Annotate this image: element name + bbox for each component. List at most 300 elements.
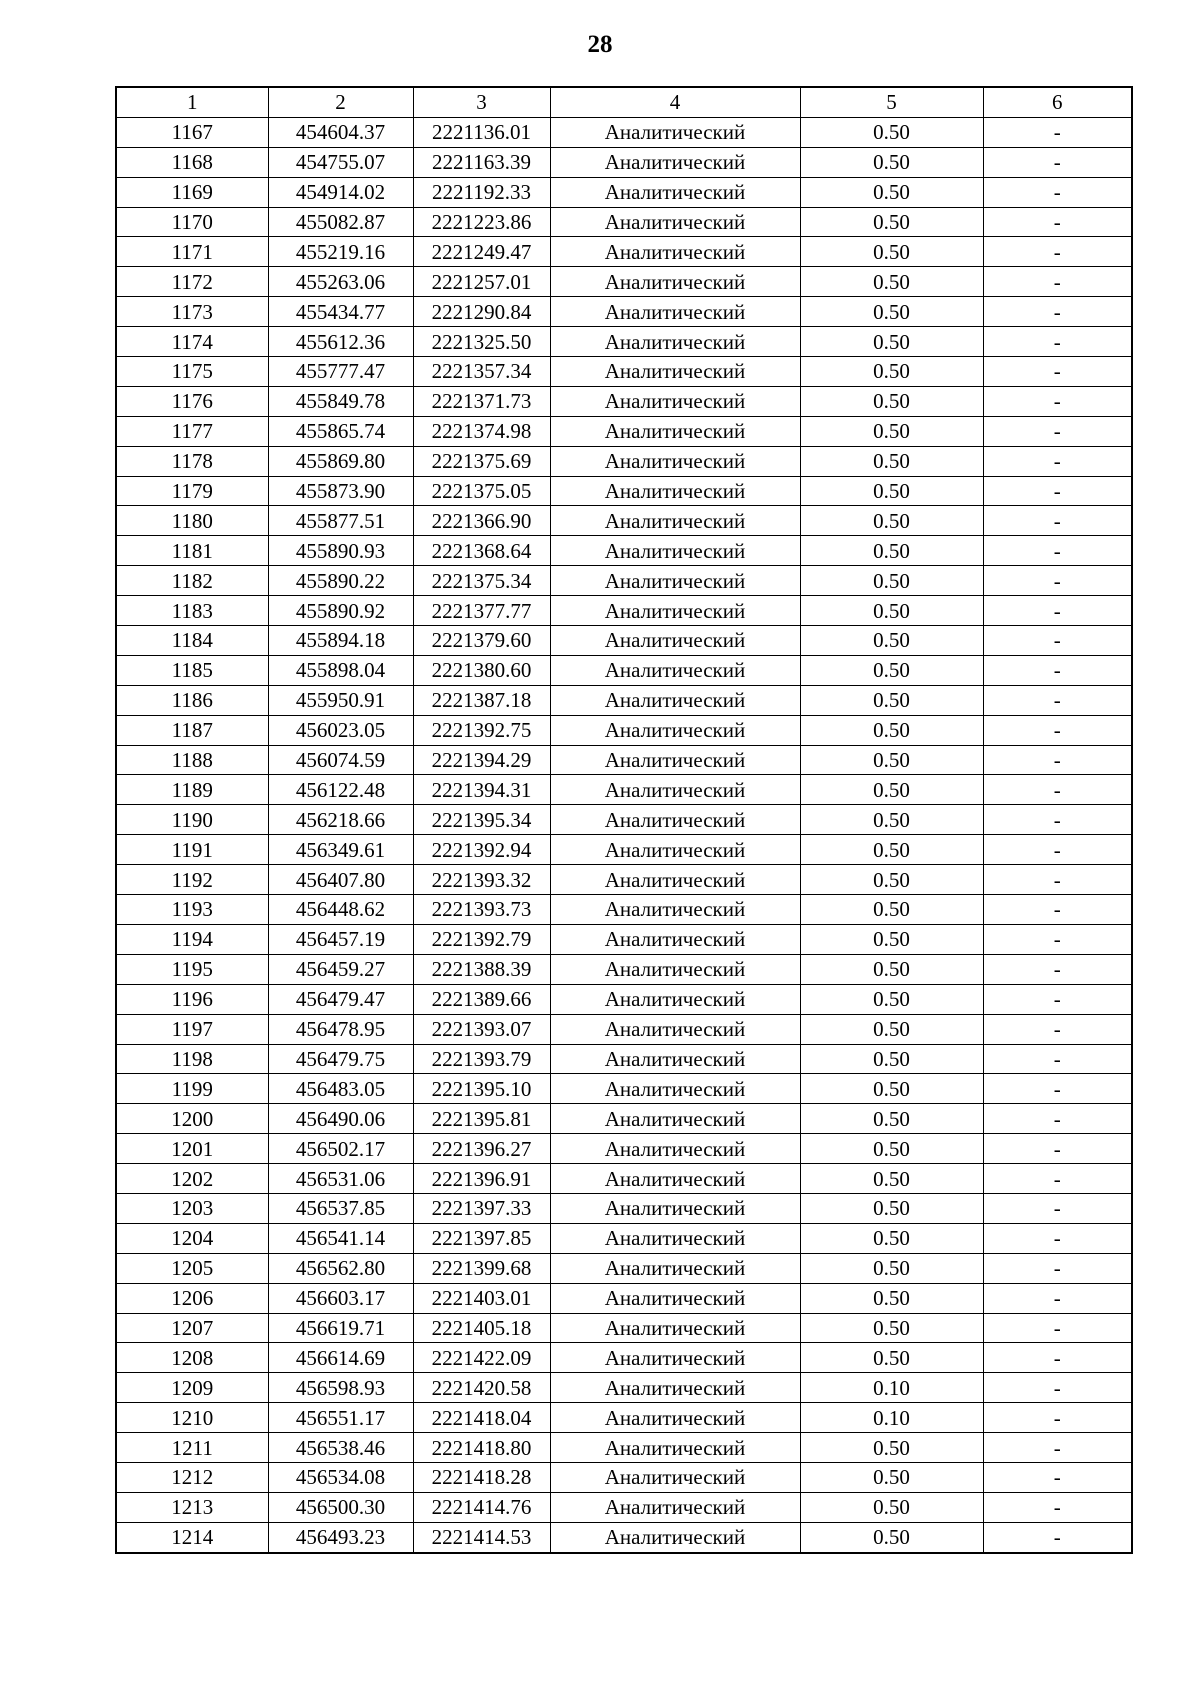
method-cell: Аналитический	[550, 835, 800, 865]
point-number-cell: 1186	[116, 685, 268, 715]
table-row	[116, 357, 1132, 387]
point-number-cell: 1171	[116, 237, 268, 267]
x-coordinate-cell: 454914.02	[268, 177, 413, 207]
point-number-cell: 1178	[116, 446, 268, 476]
table-row	[116, 685, 1132, 715]
table-body	[116, 87, 1132, 1553]
x-coordinate-cell: 456551.17	[268, 1403, 413, 1433]
method-cell: Аналитический	[550, 895, 800, 925]
note-cell: -	[983, 626, 1132, 656]
method-cell: Аналитический	[550, 1462, 800, 1492]
y-coordinate-cell: 2221223.86	[413, 207, 550, 237]
error-cell: 0.50	[800, 835, 983, 865]
point-number-cell: 1172	[116, 267, 268, 297]
coordinates-table	[115, 86, 1133, 1554]
x-coordinate-cell: 456614.69	[268, 1343, 413, 1373]
note-cell: -	[983, 1373, 1132, 1403]
note-cell: -	[983, 865, 1132, 895]
error-cell: 0.50	[800, 476, 983, 506]
table-row	[116, 984, 1132, 1014]
y-coordinate-cell: 2221393.32	[413, 865, 550, 895]
note-cell: -	[983, 805, 1132, 835]
error-cell: 0.50	[800, 1074, 983, 1104]
note-cell: -	[983, 117, 1132, 147]
note-cell: -	[983, 954, 1132, 984]
y-coordinate-cell: 2221357.34	[413, 357, 550, 387]
error-cell: 0.50	[800, 357, 983, 387]
error-cell: 0.50	[800, 117, 983, 147]
x-coordinate-cell: 454755.07	[268, 147, 413, 177]
error-cell: 0.50	[800, 1134, 983, 1164]
y-coordinate-cell: 2221414.53	[413, 1522, 550, 1552]
error-cell: 0.50	[800, 566, 983, 596]
y-coordinate-cell: 2221418.28	[413, 1462, 550, 1492]
error-cell: 0.50	[800, 1283, 983, 1313]
point-number-cell: 1208	[116, 1343, 268, 1373]
y-coordinate-cell: 2221418.80	[413, 1433, 550, 1463]
method-cell: Аналитический	[550, 566, 800, 596]
method-cell: Аналитический	[550, 596, 800, 626]
note-cell: -	[983, 1044, 1132, 1074]
table-row	[116, 1223, 1132, 1253]
note-cell: -	[983, 775, 1132, 805]
y-coordinate-cell: 2221393.79	[413, 1044, 550, 1074]
method-cell: Аналитический	[550, 1313, 800, 1343]
table-row	[116, 117, 1132, 147]
y-coordinate-cell: 2221257.01	[413, 267, 550, 297]
point-number-cell: 1212	[116, 1462, 268, 1492]
error-cell: 0.50	[800, 267, 983, 297]
table-row	[116, 895, 1132, 925]
table-row	[116, 506, 1132, 536]
note-cell: -	[983, 566, 1132, 596]
y-coordinate-cell: 2221136.01	[413, 117, 550, 147]
point-number-cell: 1204	[116, 1223, 268, 1253]
table-row	[116, 1462, 1132, 1492]
x-coordinate-cell: 456023.05	[268, 715, 413, 745]
table-row	[116, 745, 1132, 775]
note-cell: -	[983, 1014, 1132, 1044]
x-coordinate-cell: 456479.75	[268, 1044, 413, 1074]
note-cell: -	[983, 924, 1132, 954]
x-coordinate-cell: 456448.62	[268, 895, 413, 925]
point-number-cell: 1169	[116, 177, 268, 207]
table-row	[116, 267, 1132, 297]
point-number-cell: 1196	[116, 984, 268, 1014]
table-row	[116, 1074, 1132, 1104]
x-coordinate-cell: 456500.30	[268, 1492, 413, 1522]
error-cell: 0.50	[800, 805, 983, 835]
table-row	[116, 954, 1132, 984]
x-coordinate-cell: 456619.71	[268, 1313, 413, 1343]
table-row	[116, 1313, 1132, 1343]
table-row	[116, 1014, 1132, 1044]
error-cell: 0.50	[800, 177, 983, 207]
error-cell: 0.50	[800, 1104, 983, 1134]
y-coordinate-cell: 2221395.34	[413, 805, 550, 835]
note-cell: -	[983, 416, 1132, 446]
column-header: 5	[800, 87, 983, 117]
error-cell: 0.50	[800, 626, 983, 656]
y-coordinate-cell: 2221368.64	[413, 536, 550, 566]
point-number-cell: 1205	[116, 1253, 268, 1283]
note-cell: -	[983, 745, 1132, 775]
error-cell: 0.50	[800, 1193, 983, 1223]
y-coordinate-cell: 2221394.29	[413, 745, 550, 775]
y-coordinate-cell: 2221405.18	[413, 1313, 550, 1343]
table-row	[116, 1283, 1132, 1313]
x-coordinate-cell: 455869.80	[268, 446, 413, 476]
column-header: 4	[550, 87, 800, 117]
table-row	[116, 566, 1132, 596]
point-number-cell: 1174	[116, 327, 268, 357]
point-number-cell: 1183	[116, 596, 268, 626]
error-cell: 0.50	[800, 715, 983, 745]
y-coordinate-cell: 2221392.75	[413, 715, 550, 745]
error-cell: 0.50	[800, 207, 983, 237]
table-row	[116, 446, 1132, 476]
note-cell: -	[983, 1462, 1132, 1492]
error-cell: 0.50	[800, 1462, 983, 1492]
point-number-cell: 1167	[116, 117, 268, 147]
point-number-cell: 1199	[116, 1074, 268, 1104]
error-cell: 0.50	[800, 865, 983, 895]
y-coordinate-cell: 2221380.60	[413, 655, 550, 685]
y-coordinate-cell: 2221394.31	[413, 775, 550, 805]
method-cell: Аналитический	[550, 1433, 800, 1463]
point-number-cell: 1177	[116, 416, 268, 446]
y-coordinate-cell: 2221192.33	[413, 177, 550, 207]
note-cell: -	[983, 1313, 1132, 1343]
point-number-cell: 1197	[116, 1014, 268, 1044]
y-coordinate-cell: 2221366.90	[413, 506, 550, 536]
table-row	[116, 386, 1132, 416]
column-header: 3	[413, 87, 550, 117]
y-coordinate-cell: 2221387.18	[413, 685, 550, 715]
method-cell: Аналитический	[550, 805, 800, 835]
table-row	[116, 715, 1132, 745]
x-coordinate-cell: 456541.14	[268, 1223, 413, 1253]
method-cell: Аналитический	[550, 685, 800, 715]
x-coordinate-cell: 455890.92	[268, 596, 413, 626]
x-coordinate-cell: 456459.27	[268, 954, 413, 984]
y-coordinate-cell: 2221375.69	[413, 446, 550, 476]
method-cell: Аналитический	[550, 1492, 800, 1522]
point-number-cell: 1188	[116, 745, 268, 775]
y-coordinate-cell: 2221249.47	[413, 237, 550, 267]
point-number-cell: 1198	[116, 1044, 268, 1074]
note-cell: -	[983, 715, 1132, 745]
y-coordinate-cell: 2221397.33	[413, 1193, 550, 1223]
table-row	[116, 775, 1132, 805]
table-row	[116, 1522, 1132, 1552]
method-cell: Аналитический	[550, 655, 800, 685]
table-row	[116, 147, 1132, 177]
error-cell: 0.10	[800, 1403, 983, 1433]
table-row	[116, 835, 1132, 865]
x-coordinate-cell: 455898.04	[268, 655, 413, 685]
method-cell: Аналитический	[550, 506, 800, 536]
method-cell: Аналитический	[550, 207, 800, 237]
method-cell: Аналитический	[550, 1074, 800, 1104]
method-cell: Аналитический	[550, 745, 800, 775]
y-coordinate-cell: 2221396.27	[413, 1134, 550, 1164]
page-number: 28	[587, 31, 613, 58]
note-cell: -	[983, 1253, 1132, 1283]
note-cell: -	[983, 297, 1132, 327]
method-cell: Аналитический	[550, 984, 800, 1014]
table-row	[116, 1253, 1132, 1283]
table-row	[116, 865, 1132, 895]
y-coordinate-cell: 2221371.73	[413, 386, 550, 416]
x-coordinate-cell: 456218.66	[268, 805, 413, 835]
y-coordinate-cell: 2221375.05	[413, 476, 550, 506]
x-coordinate-cell: 456478.95	[268, 1014, 413, 1044]
table-row	[116, 327, 1132, 357]
y-coordinate-cell: 2221290.84	[413, 297, 550, 327]
error-cell: 0.50	[800, 1253, 983, 1283]
error-cell: 0.50	[800, 386, 983, 416]
y-coordinate-cell: 2221420.58	[413, 1373, 550, 1403]
y-coordinate-cell: 2221388.39	[413, 954, 550, 984]
error-cell: 0.50	[800, 1164, 983, 1194]
method-cell: Аналитический	[550, 297, 800, 327]
method-cell: Аналитический	[550, 386, 800, 416]
y-coordinate-cell: 2221395.10	[413, 1074, 550, 1104]
y-coordinate-cell: 2221418.04	[413, 1403, 550, 1433]
x-coordinate-cell: 455950.91	[268, 685, 413, 715]
y-coordinate-cell: 2221422.09	[413, 1343, 550, 1373]
point-number-cell: 1182	[116, 566, 268, 596]
x-coordinate-cell: 455890.22	[268, 566, 413, 596]
y-coordinate-cell: 2221325.50	[413, 327, 550, 357]
x-coordinate-cell: 456122.48	[268, 775, 413, 805]
point-number-cell: 1209	[116, 1373, 268, 1403]
error-cell: 0.50	[800, 1522, 983, 1552]
header-row	[116, 87, 1132, 117]
error-cell: 0.50	[800, 506, 983, 536]
method-cell: Аналитический	[550, 775, 800, 805]
y-coordinate-cell: 2221414.76	[413, 1492, 550, 1522]
x-coordinate-cell: 456349.61	[268, 835, 413, 865]
y-coordinate-cell: 2221375.34	[413, 566, 550, 596]
note-cell: -	[983, 1492, 1132, 1522]
x-coordinate-cell: 455877.51	[268, 506, 413, 536]
method-cell: Аналитический	[550, 1164, 800, 1194]
method-cell: Аналитический	[550, 117, 800, 147]
point-number-cell: 1175	[116, 357, 268, 387]
note-cell: -	[983, 177, 1132, 207]
method-cell: Аналитический	[550, 267, 800, 297]
table-row	[116, 1104, 1132, 1134]
y-coordinate-cell: 2221393.73	[413, 895, 550, 925]
note-cell: -	[983, 1283, 1132, 1313]
error-cell: 0.50	[800, 1044, 983, 1074]
method-cell: Аналитический	[550, 1403, 800, 1433]
method-cell: Аналитический	[550, 357, 800, 387]
x-coordinate-cell: 455894.18	[268, 626, 413, 656]
note-cell: -	[983, 1104, 1132, 1134]
note-cell: -	[983, 207, 1132, 237]
point-number-cell: 1206	[116, 1283, 268, 1313]
x-coordinate-cell: 455082.87	[268, 207, 413, 237]
y-coordinate-cell: 2221389.66	[413, 984, 550, 1014]
error-cell: 0.50	[800, 416, 983, 446]
point-number-cell: 1213	[116, 1492, 268, 1522]
x-coordinate-cell: 456493.23	[268, 1522, 413, 1552]
error-cell: 0.50	[800, 1313, 983, 1343]
method-cell: Аналитический	[550, 1343, 800, 1373]
point-number-cell: 1214	[116, 1522, 268, 1552]
y-coordinate-cell: 2221395.81	[413, 1104, 550, 1134]
point-number-cell: 1200	[116, 1104, 268, 1134]
table-row	[116, 177, 1132, 207]
method-cell: Аналитический	[550, 177, 800, 207]
column-header: 2	[268, 87, 413, 117]
x-coordinate-cell: 456407.80	[268, 865, 413, 895]
x-coordinate-cell: 456483.05	[268, 1074, 413, 1104]
note-cell: -	[983, 327, 1132, 357]
table-row	[116, 1164, 1132, 1194]
point-number-cell: 1181	[116, 536, 268, 566]
table-row	[116, 596, 1132, 626]
point-number-cell: 1190	[116, 805, 268, 835]
error-cell: 0.50	[800, 596, 983, 626]
note-cell: -	[983, 1343, 1132, 1373]
note-cell: -	[983, 1134, 1132, 1164]
point-number-cell: 1194	[116, 924, 268, 954]
note-cell: -	[983, 1433, 1132, 1463]
method-cell: Аналитический	[550, 446, 800, 476]
column-header: 1	[116, 87, 268, 117]
point-number-cell: 1202	[116, 1164, 268, 1194]
y-coordinate-cell: 2221403.01	[413, 1283, 550, 1313]
method-cell: Аналитический	[550, 147, 800, 177]
note-cell: -	[983, 446, 1132, 476]
point-number-cell: 1168	[116, 147, 268, 177]
method-cell: Аналитический	[550, 865, 800, 895]
x-coordinate-cell: 455777.47	[268, 357, 413, 387]
error-cell: 0.50	[800, 536, 983, 566]
error-cell: 0.50	[800, 984, 983, 1014]
note-cell: -	[983, 655, 1132, 685]
x-coordinate-cell: 456074.59	[268, 745, 413, 775]
error-cell: 0.50	[800, 147, 983, 177]
note-cell: -	[983, 476, 1132, 506]
method-cell: Аналитический	[550, 1223, 800, 1253]
y-coordinate-cell: 2221399.68	[413, 1253, 550, 1283]
error-cell: 0.50	[800, 1433, 983, 1463]
note-cell: -	[983, 596, 1132, 626]
method-cell: Аналитический	[550, 1014, 800, 1044]
error-cell: 0.50	[800, 1223, 983, 1253]
y-coordinate-cell: 2221379.60	[413, 626, 550, 656]
method-cell: Аналитический	[550, 327, 800, 357]
error-cell: 0.50	[800, 655, 983, 685]
point-number-cell: 1207	[116, 1313, 268, 1343]
table-row	[116, 1373, 1132, 1403]
note-cell: -	[983, 1223, 1132, 1253]
note-cell: -	[983, 1403, 1132, 1433]
error-cell: 0.50	[800, 1014, 983, 1044]
point-number-cell: 1191	[116, 835, 268, 865]
table-row	[116, 476, 1132, 506]
error-cell: 0.50	[800, 924, 983, 954]
y-coordinate-cell: 2221392.79	[413, 924, 550, 954]
note-cell: -	[983, 506, 1132, 536]
method-cell: Аналитический	[550, 1373, 800, 1403]
note-cell: -	[983, 835, 1132, 865]
table-row	[116, 626, 1132, 656]
note-cell: -	[983, 536, 1132, 566]
table-row	[116, 297, 1132, 327]
point-number-cell: 1170	[116, 207, 268, 237]
table-row	[116, 1343, 1132, 1373]
point-number-cell: 1211	[116, 1433, 268, 1463]
y-coordinate-cell: 2221396.91	[413, 1164, 550, 1194]
table-row	[116, 1134, 1132, 1164]
point-number-cell: 1193	[116, 895, 268, 925]
point-number-cell: 1187	[116, 715, 268, 745]
method-cell: Аналитический	[550, 476, 800, 506]
x-coordinate-cell: 455865.74	[268, 416, 413, 446]
note-cell: -	[983, 1522, 1132, 1552]
point-number-cell: 1179	[116, 476, 268, 506]
table-row	[116, 536, 1132, 566]
error-cell: 0.50	[800, 237, 983, 267]
note-cell: -	[983, 1164, 1132, 1194]
y-coordinate-cell: 2221397.85	[413, 1223, 550, 1253]
x-coordinate-cell: 455263.06	[268, 267, 413, 297]
point-number-cell: 1184	[116, 626, 268, 656]
error-cell: 0.50	[800, 327, 983, 357]
x-coordinate-cell: 456502.17	[268, 1134, 413, 1164]
x-coordinate-cell: 456457.19	[268, 924, 413, 954]
error-cell: 0.50	[800, 745, 983, 775]
note-cell: -	[983, 685, 1132, 715]
y-coordinate-cell: 2221393.07	[413, 1014, 550, 1044]
method-cell: Аналитический	[550, 1134, 800, 1164]
method-cell: Аналитический	[550, 1193, 800, 1223]
note-cell: -	[983, 386, 1132, 416]
note-cell: -	[983, 984, 1132, 1014]
table-row	[116, 1193, 1132, 1223]
table-row	[116, 1433, 1132, 1463]
method-cell: Аналитический	[550, 1522, 800, 1552]
point-number-cell: 1185	[116, 655, 268, 685]
x-coordinate-cell: 456531.06	[268, 1164, 413, 1194]
x-coordinate-cell: 456534.08	[268, 1462, 413, 1492]
error-cell: 0.50	[800, 1343, 983, 1373]
table-row	[116, 1492, 1132, 1522]
note-cell: -	[983, 357, 1132, 387]
error-cell: 0.50	[800, 685, 983, 715]
note-cell: -	[983, 267, 1132, 297]
x-coordinate-cell: 456562.80	[268, 1253, 413, 1283]
note-cell: -	[983, 1074, 1132, 1104]
x-coordinate-cell: 456538.46	[268, 1433, 413, 1463]
point-number-cell: 1180	[116, 506, 268, 536]
x-coordinate-cell: 455849.78	[268, 386, 413, 416]
x-coordinate-cell: 455890.93	[268, 536, 413, 566]
point-number-cell: 1201	[116, 1134, 268, 1164]
error-cell: 0.50	[800, 297, 983, 327]
point-number-cell: 1210	[116, 1403, 268, 1433]
method-cell: Аналитический	[550, 626, 800, 656]
table-row	[116, 1044, 1132, 1074]
x-coordinate-cell: 455434.77	[268, 297, 413, 327]
method-cell: Аналитический	[550, 924, 800, 954]
